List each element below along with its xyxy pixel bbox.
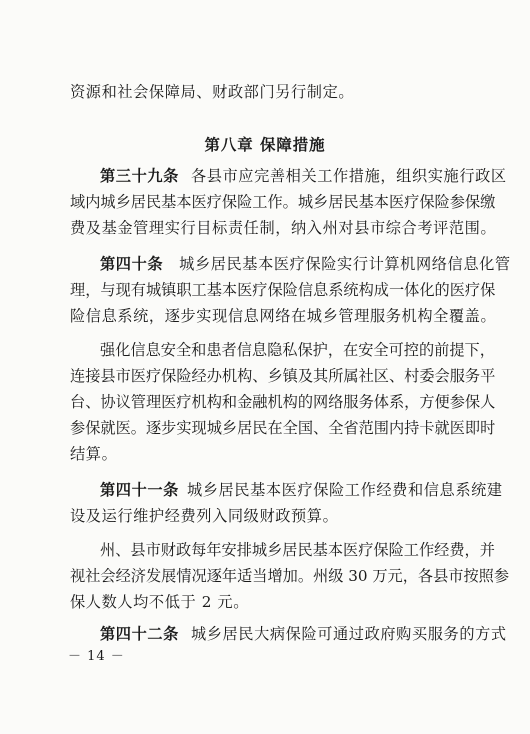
text-line: 设及运行维护经费列入同级财政预算。 <box>70 507 339 525</box>
article-41-text: 城乡居民基本医疗保险工作经费和信息系统建 <box>186 481 503 499</box>
chapter-heading: 第八章 保障措施 <box>204 136 326 154</box>
text-line: 强化信息安全和患者信息隐私保护，在安全可控的前提下， <box>100 341 495 359</box>
text-line: 域内城乡居民基本医疗保险工作。城乡居民基本医疗保险参保缴 <box>70 193 496 211</box>
article-39-line <box>100 166 507 186</box>
article-42-line <box>100 624 507 644</box>
article-39-text: 各县市应完善相关工作措施，组织实施行政区 <box>190 167 507 185</box>
article-40-text: 城乡居民基本医疗保险实行计算机网络信息化管 <box>179 255 511 273</box>
text-line: 参保就医。逐步实现城乡居民在全国、全省范围内持卡就医即时 <box>70 419 496 437</box>
article-42-label: 第四十二条 <box>100 625 179 643</box>
article-40-line <box>100 254 511 274</box>
text-line: 台、协议管理医疗机构和金融机构的网络服务体系，方便参保人 <box>70 393 496 411</box>
text-line: 视社会经济发展情况逐年适当增加。州级 30 万元，各县市按照参 <box>70 567 510 585</box>
article-41-line <box>100 480 503 500</box>
text-line: 资源和社会保障局、财政部门另行制定。 <box>70 83 355 101</box>
page-number: － 14 － <box>68 649 125 664</box>
text-line: 理，与现有城镇职工基本医疗保险信息系统构成一体化的医疗保 <box>70 281 496 299</box>
text-line: 连接县市医疗保险经办机构、乡镇及其所属社区、村委会服务平 <box>70 367 496 385</box>
article-41-label: 第四十一条 <box>100 481 179 499</box>
text-line: 险信息系统，逐步实现信息网络在城乡管理服务机构全覆盖。 <box>70 307 497 325</box>
text-line: 结算。 <box>70 445 118 463</box>
article-42-text: 城乡居民大病保险可通过政府购买服务的方式 <box>190 625 507 643</box>
article-40-label: 第四十条 <box>100 255 164 273</box>
text-line: 州、县市财政每年安排城乡居民基本医疗保险工作经费，并 <box>100 541 495 559</box>
text-line: 保人数人均不低于 2 元。 <box>70 593 249 611</box>
text-line: 费及基金管理实行目标责任制，纳入州对县市综合考评范围。 <box>70 219 497 237</box>
article-39-label: 第三十九条 <box>100 167 179 185</box>
